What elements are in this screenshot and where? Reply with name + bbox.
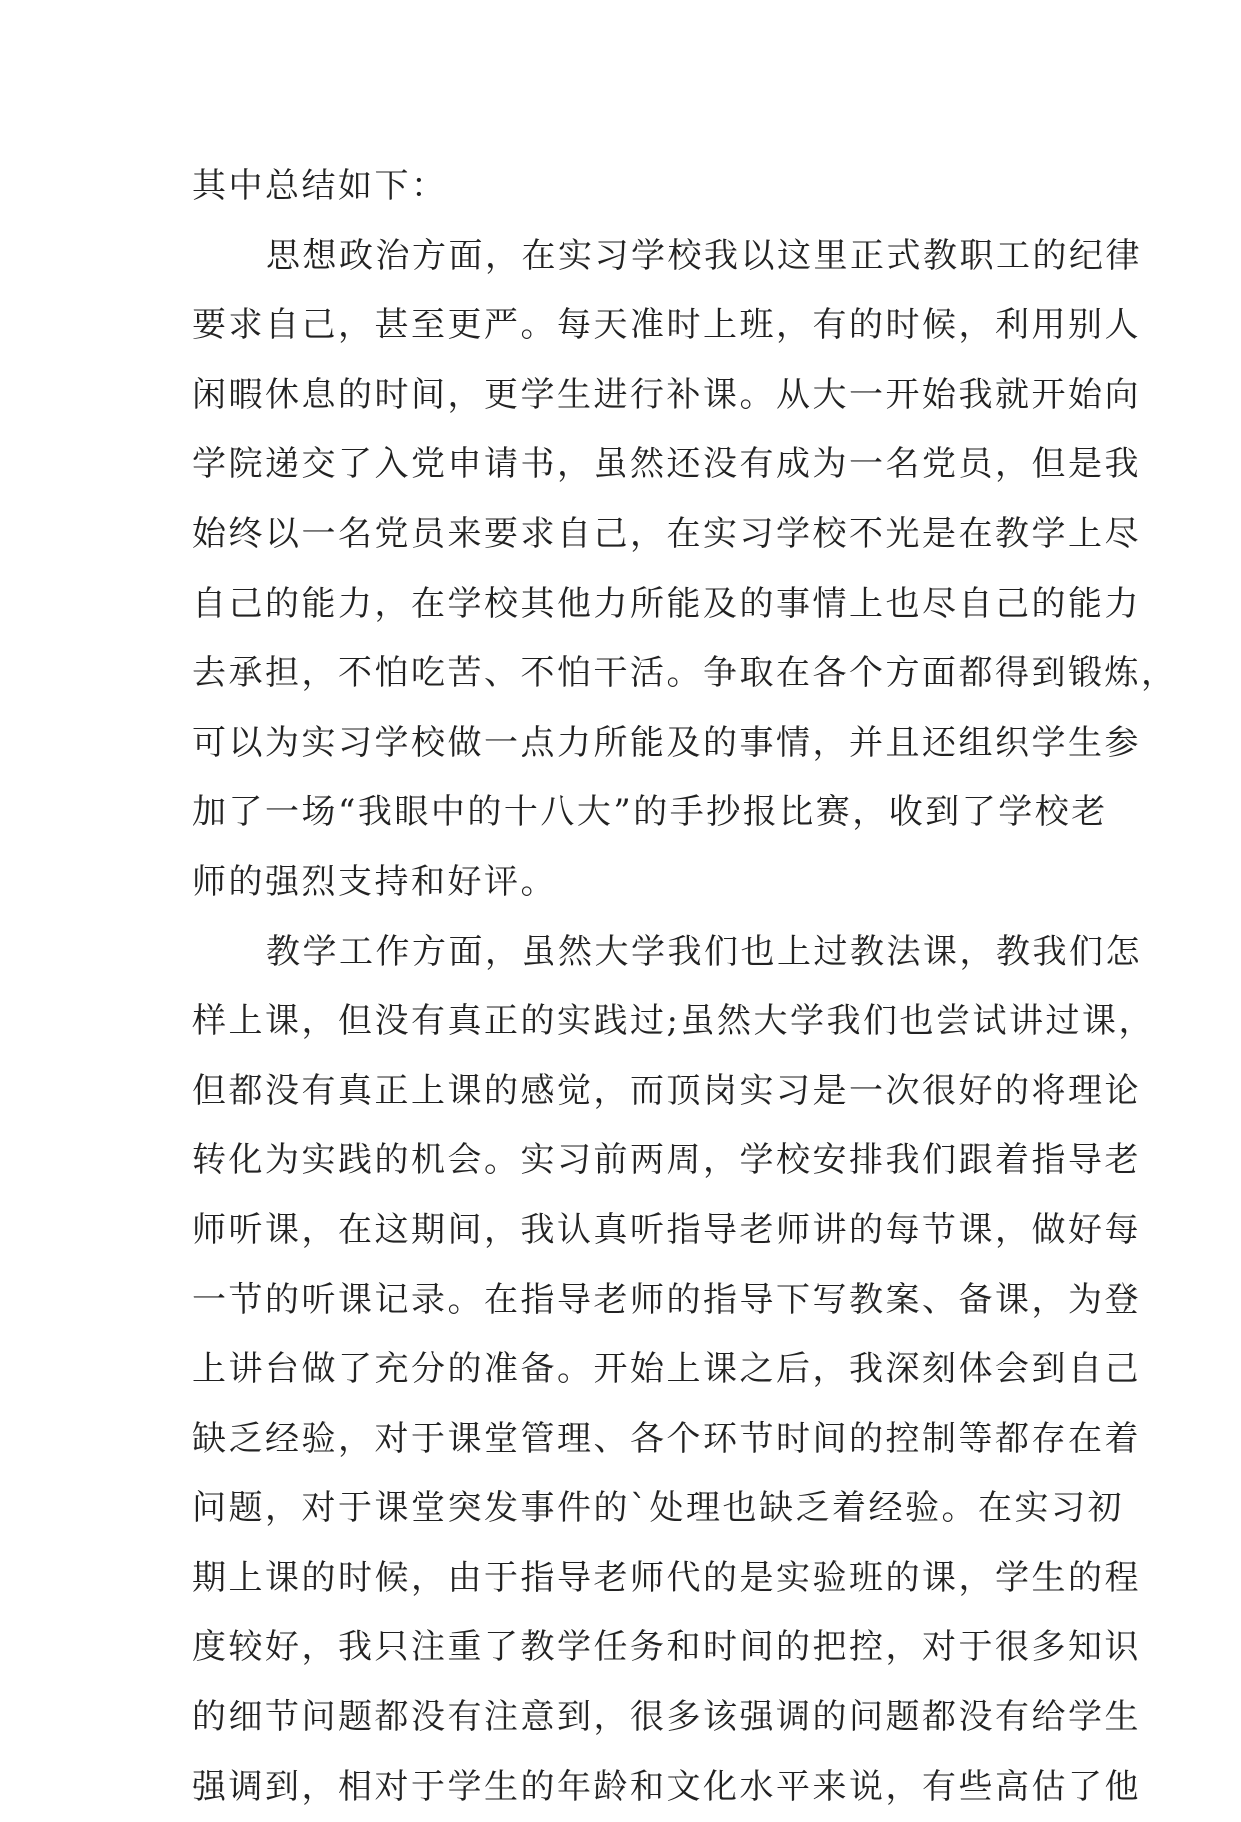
text-line: 闲暇休息的时间，更学生进行补课。从大一开始我就开始向 [192, 374, 1141, 415]
text-line: 一节的听课记录。在指导老师的指导下写教案、备课，为登 [192, 1279, 1141, 1320]
text-line: 自己的能力，在学校其他力所能及的事情上也尽自己的能力 [192, 583, 1141, 624]
text-line: 但都没有真正上课的感觉，而顶岗实习是一次很好的将理论 [192, 1070, 1141, 1111]
text-line: 强调到，相对于学生的年龄和文化水平来说，有些高估了他 [192, 1766, 1141, 1807]
text-line: 其中总结如下： [192, 166, 448, 206]
text-line: 转化为实践的机会。实习前两周，学校安排我们跟着指导老 [192, 1140, 1141, 1181]
text-line: 度较好，我只注重了教学任务和时间的把控，对于很多知识 [192, 1627, 1141, 1668]
text-line: 去承担，不怕吃苦、不怕干活。争取在各个方面都得到锻炼， [192, 653, 1178, 694]
text-line: 教学工作方面，虽然大学我们也上过教法课，教我们怎 [266, 931, 1142, 972]
text-line: 缺乏经验，对于课堂管理、各个环节时间的控制等都存在着 [192, 1418, 1141, 1459]
text-line: 要求自己，甚至更严。每天准时上班，有的时候，利用别人 [192, 305, 1141, 346]
text-line: 样上课，但没有真正的实践过;虽然大学我们也尝试讲过课， [192, 1001, 1155, 1042]
body-text [192, 152, 1178, 1822]
text-line: 期上课的时候，由于指导老师代的是实验班的课，学生的程 [192, 1557, 1141, 1598]
text-line: 师听课，在这期间，我认真听指导老师讲的每节课，做好每 [192, 1209, 1141, 1250]
text-line: 学院递交了入党申请书，虽然还没有成为一名党员，但是我 [192, 444, 1141, 485]
text-line: 上讲台做了充分的准备。开始上课之后，我深刻体会到自己 [192, 1349, 1141, 1390]
text-line: 加了一场“我眼中的十八大”的手抄报比赛，收到了学校老 [192, 792, 1108, 833]
text-line: 问题，对于课堂突发事件的`处理也缺乏着经验。在实习初 [192, 1488, 1124, 1529]
text-line: 可以为实习学校做一点力所能及的事情，并且还组织学生参 [192, 722, 1141, 763]
text-line: 的细节问题都没有注意到，很多该强调的问题都没有给学生 [192, 1697, 1141, 1738]
text-line: 始终以一名党员来要求自己，在实习学校不光是在教学上尽 [192, 513, 1141, 554]
text-line: 思想政治方面，在实习学校我以这里正式教职工的纪律 [266, 235, 1142, 276]
text-line: 师的强烈支持和好评。 [192, 861, 557, 902]
